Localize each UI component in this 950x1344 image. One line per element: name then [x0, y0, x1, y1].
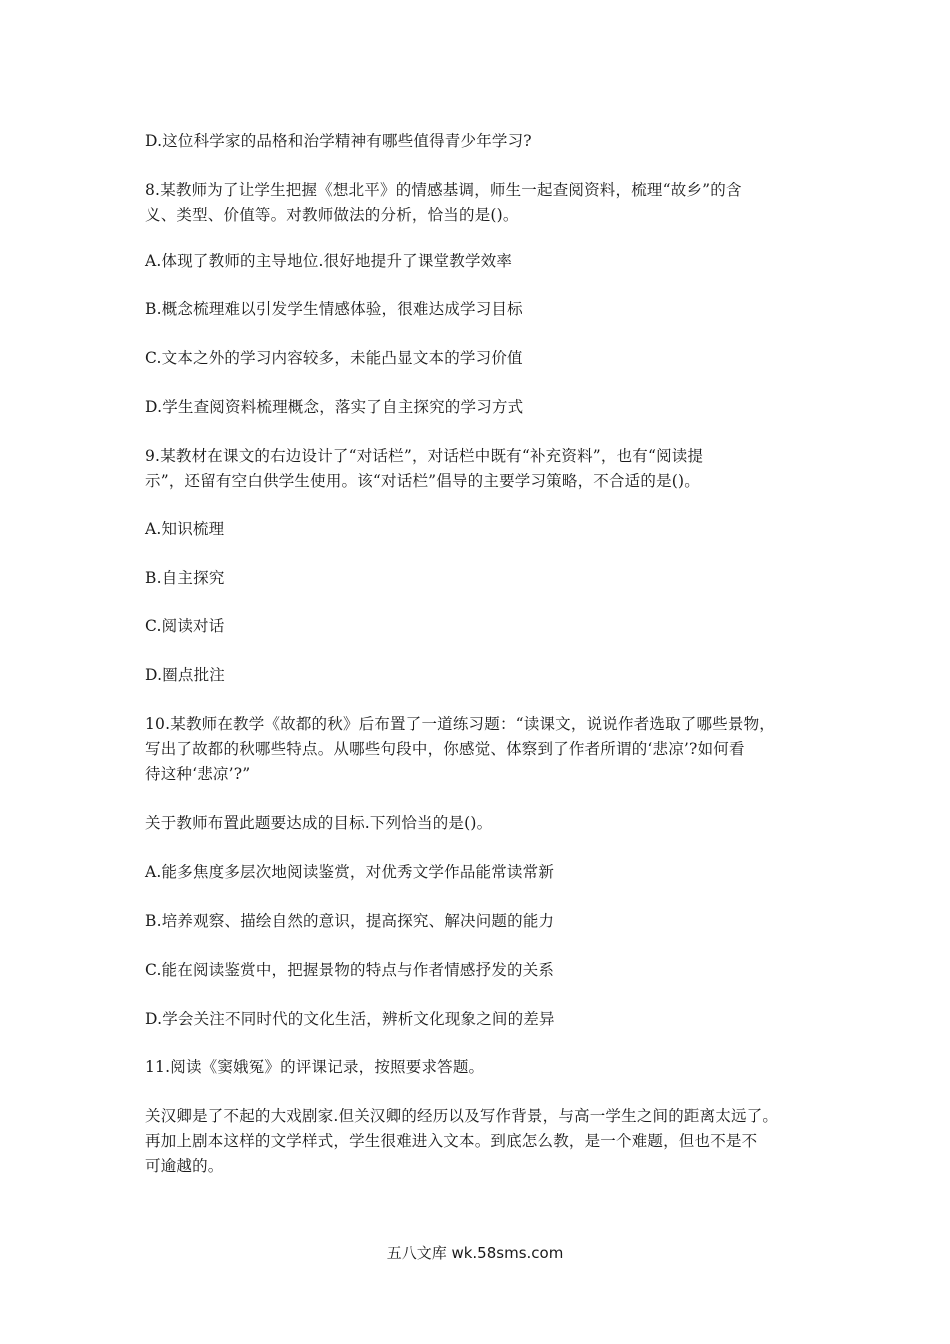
question-8-option-d — [145, 395, 845, 420]
question-9-stem — [145, 444, 845, 494]
text-line: 10.某教师在教学《故都的秋》后布置了一道练习题：“读课文，说说作者选取了哪些景物， — [145, 715, 775, 733]
text-line: A.体现了教师的主导地位.很好地提升了课堂教学效率 — [145, 252, 513, 270]
page-footer-watermark: 五八文库 wk.58sms.com — [386, 1244, 564, 1262]
question-8-option-c — [145, 346, 845, 371]
question-9-option-c — [145, 614, 845, 639]
question-10-option-b — [145, 909, 845, 934]
text-line: B.概念梳理难以引发学生情感体验，很难达成学习目标 — [145, 300, 523, 318]
question-10-option-a — [145, 860, 845, 885]
text-line: 再加上剧本这样的文学样式，学生很难进入文本。到底怎么教，是一个难题，但也不是不 — [145, 1132, 758, 1150]
text-line: B.培养观察、描绘自然的意识，提高探究、解决问题的能力 — [145, 912, 555, 930]
text-line: 关于教师布置此题要达成的目标.下列恰当的是()。 — [145, 814, 493, 832]
question-8-stem — [145, 178, 845, 228]
text-line: D.学会关注不同时代的文化生活，辨析文化现象之间的差异 — [145, 1010, 555, 1028]
text-line: C.文本之外的学习内容较多，未能凸显文本的学习价值 — [145, 349, 523, 367]
question-9-option-b — [145, 566, 845, 591]
question-10-prompt — [145, 811, 845, 836]
question-11-stem — [145, 1055, 845, 1080]
question-9-option-d — [145, 663, 845, 688]
text-line: 9.某教材在课文的右边设计了“对话栏”，对话栏中既有“补充资料”，也有“阅读提 — [145, 447, 704, 465]
text-line: A.能多焦度多层次地阅读鉴赏，对优秀文学作品能常读常新 — [145, 863, 555, 881]
question-10-option-d — [145, 1007, 845, 1032]
question-11-passage — [145, 1104, 845, 1179]
text-line: D.学生查阅资料梳理概念，落实了自主探究的学习方式 — [145, 398, 524, 416]
text-line: A.知识梳理 — [145, 520, 225, 538]
question-7-option-d — [145, 129, 845, 154]
text-line: 关汉卿是了不起的大戏剧家.但关汉卿的经历以及写作背景，与高一学生之间的距离太远了。 — [145, 1107, 779, 1125]
text-line: 待这种‘悲凉’?” — [145, 765, 251, 783]
text-line: B.自主探究 — [145, 569, 225, 587]
question-9-option-a — [145, 517, 845, 542]
text-line: 可逾越的。 — [145, 1157, 224, 1175]
question-8-option-a — [145, 249, 845, 274]
text-line: D.这位科学家的品格和治学精神有哪些值得青少年学习? — [145, 132, 532, 150]
text-line: C.阅读对话 — [145, 617, 225, 635]
question-10-option-c — [145, 958, 845, 983]
text-line: 示”，还留有空白供学生使用。该“对话栏”倡导的主要学习策略，不合适的是()。 — [145, 472, 700, 490]
text-line: 8.某教师为了让学生把握《想北平》的情感基调，师生一起查阅资料，梳理“故乡”的含 — [145, 181, 742, 199]
text-line: 11.阅读《窦娥冤》的评课记录，按照要求答题。 — [145, 1058, 485, 1076]
text-line: 义、类型、价值等。对教师做法的分析，恰当的是()。 — [145, 206, 519, 224]
question-8-option-b — [145, 297, 845, 322]
text-line: C.能在阅读鉴赏中，把握景物的特点与作者情感抒发的关系 — [145, 961, 555, 979]
question-10-stem — [145, 712, 845, 787]
text-line: 写出了故都的秋哪些特点。从哪些句段中，你感觉、体察到了作者所谓的‘悲凉’?如何看 — [145, 740, 745, 758]
text-line: D.圈点批注 — [145, 666, 226, 684]
